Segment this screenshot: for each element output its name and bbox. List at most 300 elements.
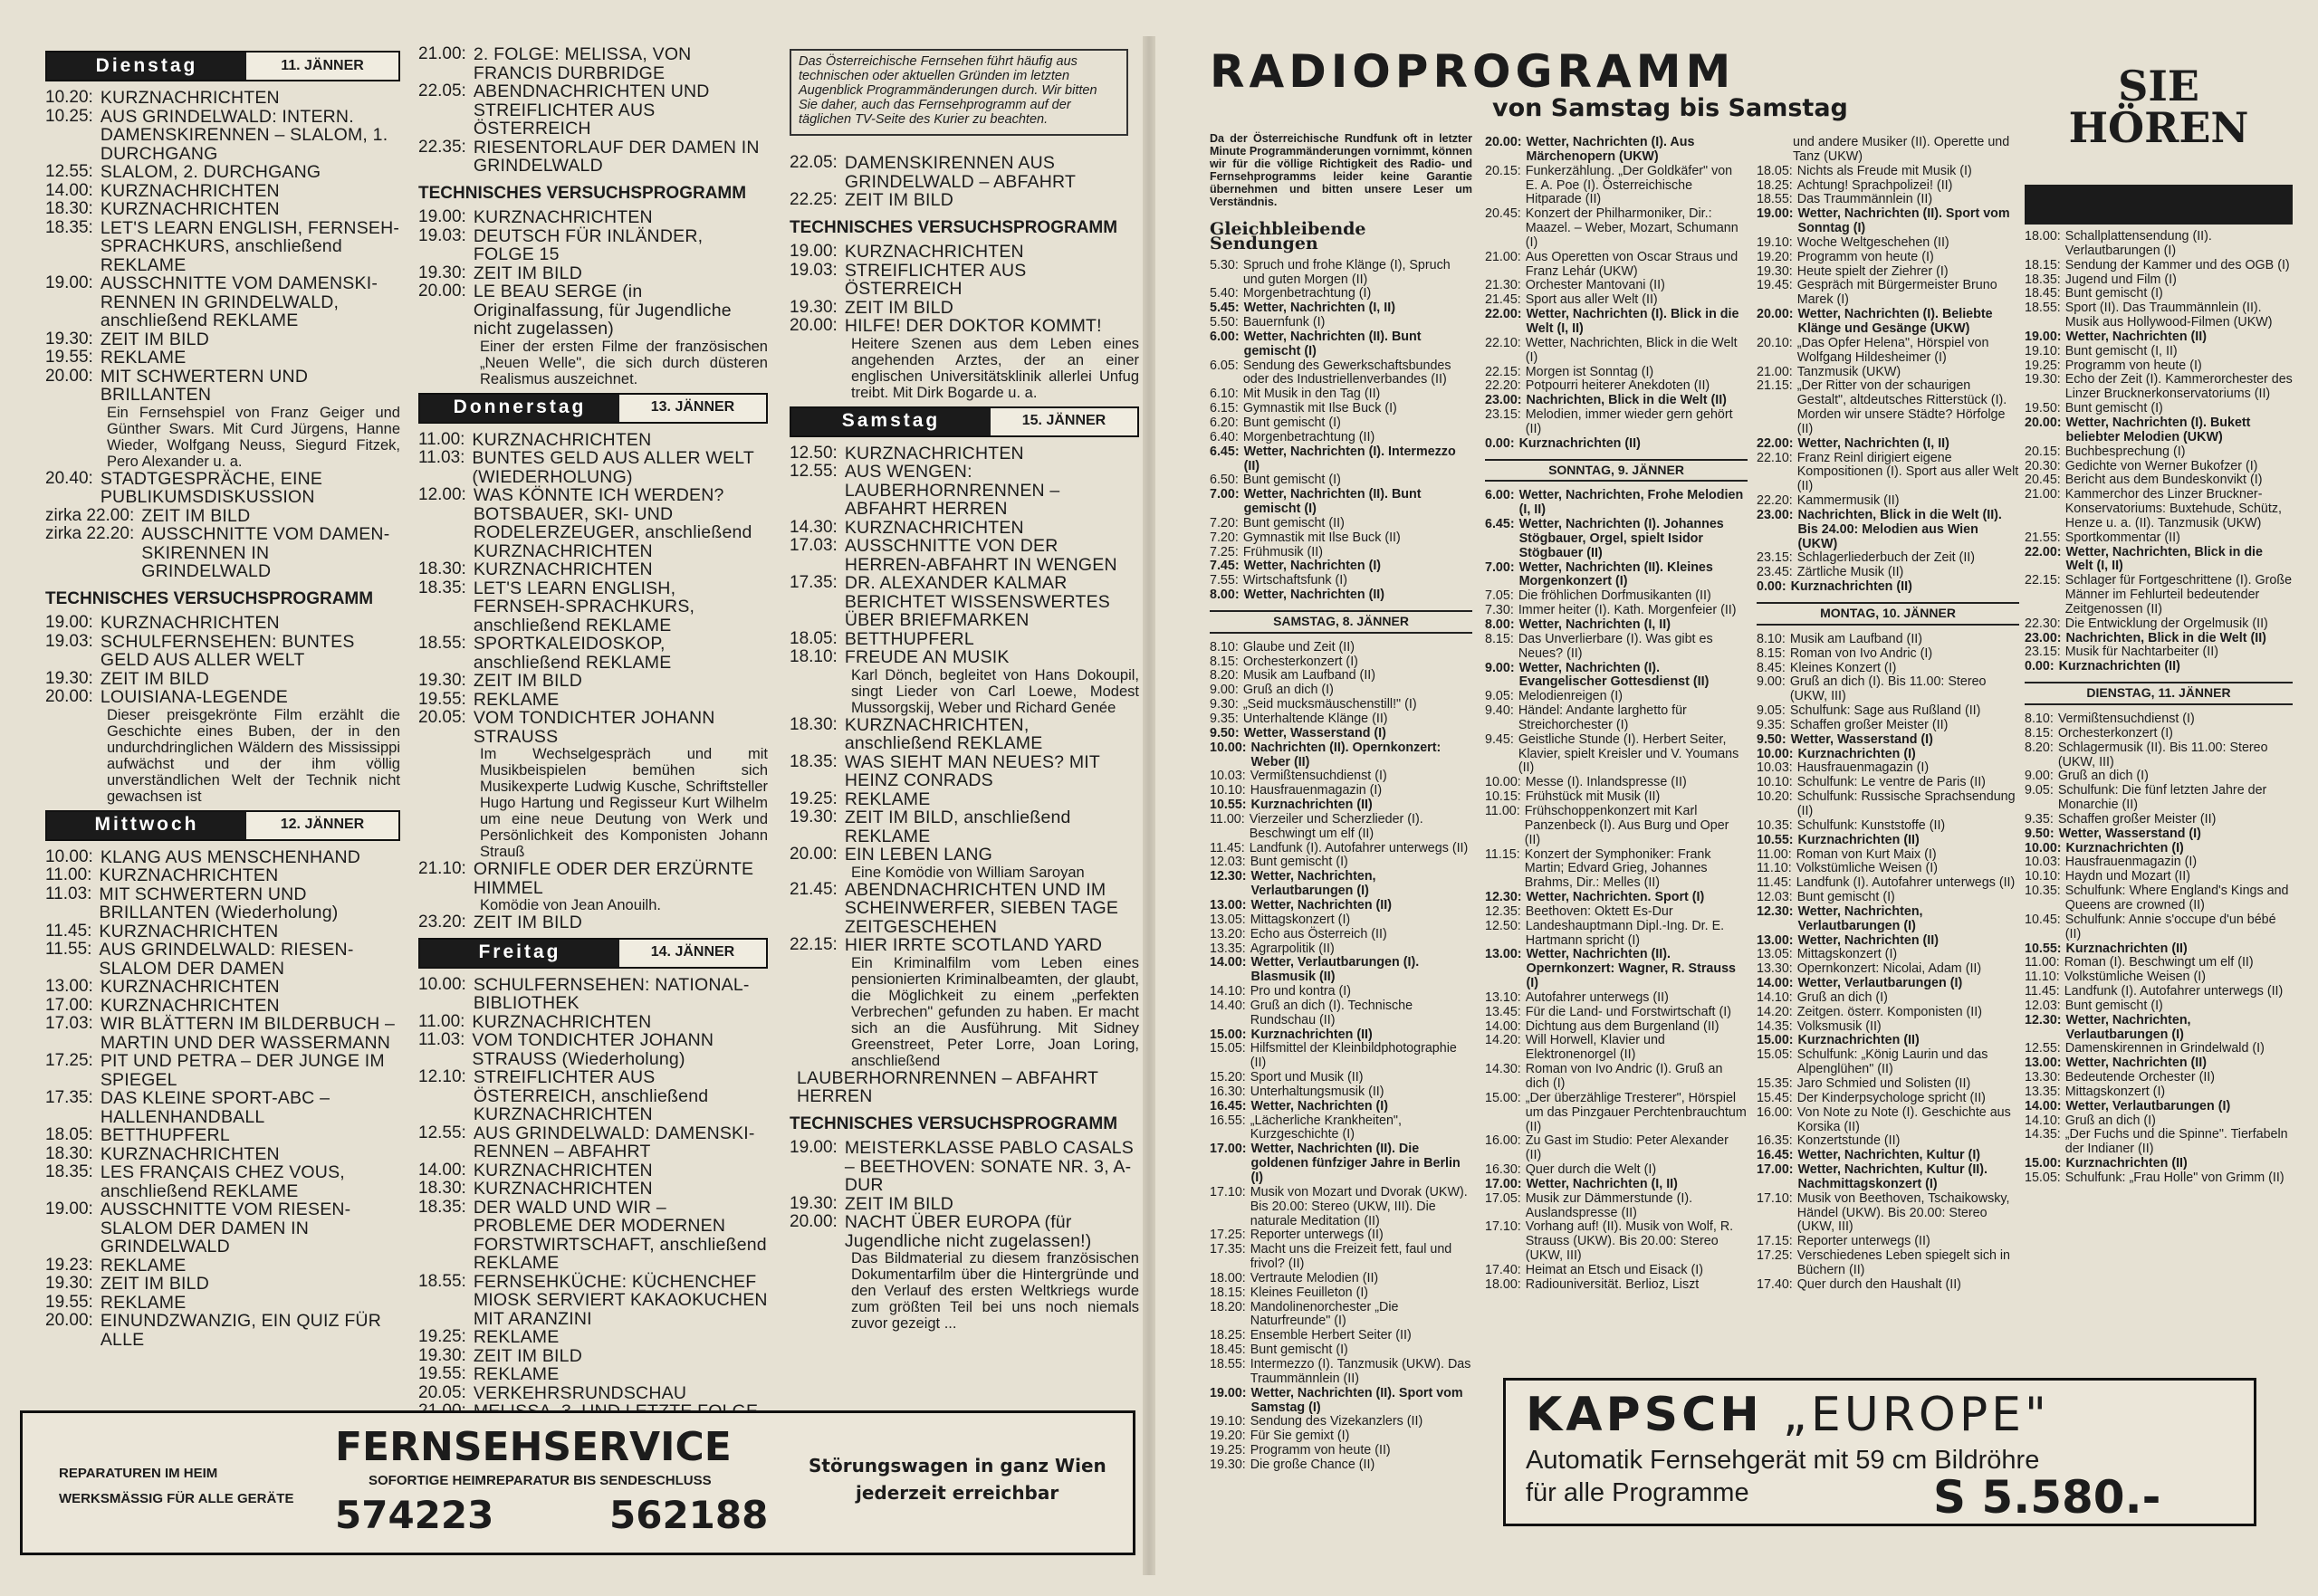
program-title: ZEIT IM BILD: [100, 329, 209, 349]
program-entry: [790, 753, 1139, 790]
program-time: 20.00:: [418, 282, 466, 301]
radio-program: Programm von heute (I): [2064, 358, 2202, 373]
program-title: KURZNACHRICHTEN: [473, 1179, 653, 1199]
radio-program: Schulfunk: Die fünf letzten Jahre der Monarchie (II): [2057, 783, 2267, 813]
program-title: LET'S LEARN ENGLISH, FERNSEH-SPRACHKURS, anschließend REKLAME: [100, 217, 400, 275]
radio-entry: [1485, 293, 1748, 308]
radio-program: Haydn und Mozart (II): [2064, 869, 2191, 884]
program-entry: [418, 1124, 768, 1161]
radio-program: Schulfunk: Le ventre de Paris (II): [1796, 775, 1986, 790]
tv-notice: [790, 49, 1128, 136]
radio-program: Bunt gemischt (I): [1250, 855, 1348, 870]
program-entry: [790, 790, 1139, 809]
radio-time: 11.15:: [1485, 846, 1520, 862]
day-header: [45, 51, 400, 81]
radio-entry: [1210, 473, 1472, 488]
program-entry: [418, 709, 768, 746]
radio-program: Kurznachrichten (II): [1797, 832, 1920, 847]
radio-program: Kurznachrichten (II): [1250, 1027, 1373, 1042]
radio-program: Kurznachrichten (II): [2065, 1156, 2188, 1171]
program-entry: [45, 1257, 400, 1276]
radio-program: Ensemble Herbert Seiter (II): [1250, 1328, 1412, 1343]
program-entry: [45, 614, 400, 633]
radio-program: Wetter, Nachrichten (II). Sport vom Samstag (I): [1250, 1385, 1463, 1415]
program-time: 19.00:: [790, 1138, 838, 1157]
radio-entry: [2025, 870, 2293, 884]
radio-time: 16.45:: [1210, 1098, 1247, 1113]
radio-entry: [1485, 1163, 1748, 1178]
ad-right-line-1: Störungswagen in ganz Wien: [809, 1455, 1106, 1477]
program-entry: [790, 1195, 1139, 1214]
radio-column-3: [1757, 136, 2019, 1293]
radio-program: Gruß an dich (I): [2057, 769, 2149, 784]
radio-time: 9.05:: [1485, 689, 1514, 704]
program-title: ZEIT IM BILD, anschließend REKLAME: [844, 808, 1071, 846]
program-entry: [45, 1089, 400, 1126]
radio-program: Agrarpolitik (II): [1250, 941, 1335, 956]
radio-entry: [1757, 790, 2019, 819]
radio-entry: [2025, 985, 2293, 999]
radio-program: Wetter, Nachrichten (I). Johannes Stögbauer, Orgel, spielt Isidor Stögbauer (II): [1518, 517, 1724, 560]
radio-program: Kurznachrichten (II): [2058, 659, 2180, 674]
radio-entry: [1210, 316, 1472, 330]
radio-time: 14.00:: [1485, 1018, 1521, 1034]
radio-entry: [1485, 207, 1748, 251]
program-title: KURZNACHRICHTEN: [472, 429, 652, 450]
program-entry: [45, 89, 400, 108]
radio-entry: [1485, 1034, 1748, 1063]
program-time: 17.03:: [45, 1014, 93, 1033]
radio-entry: [2025, 546, 2293, 575]
program-time: 11.00:: [45, 865, 92, 884]
radio-entry: [1757, 1048, 2019, 1077]
radio-time: 19.30:: [1757, 263, 1793, 279]
program-time: 18.35:: [790, 751, 838, 771]
program-time: 19.30:: [790, 297, 838, 317]
radio-entry: [1485, 604, 1748, 618]
radio-entry: [1485, 165, 1748, 208]
radio-entry: [2025, 574, 2293, 617]
radio-entry: [2025, 617, 2293, 632]
program-time: 19.00:: [790, 242, 838, 261]
program-title: REKLAME: [100, 348, 187, 368]
radio-time: 15.05:: [2025, 1171, 2061, 1185]
program-description: Im Wechselgespräch und mit Musikbeispielen bemühen sich Musikexperte Ludwig Kusche, Schriftsteller Hugo Hartung und Regisseur Kurt Wilhelm um eine neue Deutung von Werk und Persönlichkeit des Komponisten Johann Strauß: [480, 746, 768, 860]
radio-time: 13.00:: [1210, 897, 1247, 913]
program-title: AUSSCHNITTE VOM DAMEN-SKIRENNEN IN GRINDELWALD: [141, 524, 390, 581]
program-time: 10.00:: [418, 974, 466, 994]
radio-program: Die Entwicklung der Orgelmusik (II): [2064, 616, 2268, 631]
radio-entry: [1210, 1186, 1472, 1229]
radio-program: Konzert der Philharmoniker, Dir.: Maazel. – Weber, Mozart, Schumann (I): [1525, 206, 1738, 250]
radio-program: Roman von Ivo Andric (I). Gruß an dich (I): [1525, 1062, 1723, 1091]
program-time: 12.55:: [790, 462, 838, 481]
radio-time: 22.10:: [1485, 335, 1521, 350]
radio-time: 23.45:: [1757, 565, 1793, 580]
program-entry: [790, 1069, 1139, 1106]
program-time: 11.45:: [45, 921, 92, 941]
radio-program: Musik am Laufband (II): [1242, 668, 1376, 683]
program-time: 19.25:: [790, 788, 838, 808]
radio-program: Hausfrauenmagazin (I): [1796, 760, 1930, 776]
radio-time: 20.00:: [1757, 307, 1794, 322]
radio-program: Bunt gemischt (I, II): [2064, 343, 2178, 358]
radio-entry: [2025, 999, 2293, 1014]
radio-entry: [1485, 489, 1748, 518]
radio-entry: [1210, 1329, 1472, 1343]
program-time: 12.55:: [45, 162, 93, 181]
program-description: Heitere Szenen aus dem Leben eines angehenden Arztes, der an einer englischen Universitätsklinik allerlei Unfug treibt. Mit Dirk Bogarde u. a.: [851, 335, 1139, 401]
radio-entry: [1757, 1149, 2019, 1163]
radio-entry: [1210, 784, 1472, 798]
program-title: KURZNACHRICHTEN: [100, 180, 280, 201]
radio-program: Roman (I). Beschwingt um elf (II): [2064, 955, 2254, 970]
program-time: 19.30:: [790, 1193, 838, 1213]
radio-time: 15.00:: [1485, 1090, 1521, 1105]
radio-entry: [1757, 1249, 2019, 1278]
radio-time: 22.20:: [1757, 493, 1793, 509]
radio-program: Wetter, Nachrichten (II). Opernkonzert: Wagner, R. Strauss (I): [1526, 947, 1736, 991]
radio-program: Bauernfunk (I): [1242, 315, 1326, 330]
radio-entry: [1210, 416, 1472, 431]
radio-program: Gruß an dich (I): [1796, 989, 1888, 1005]
radio-program: Sport und Musik (II): [1250, 1070, 1364, 1085]
program-title: KURZNACHRICHTEN: [100, 88, 280, 108]
program-title: KURZNACHRICHTEN: [472, 1011, 652, 1032]
radio-program: Schlagerliederbuch der Zeit (II): [1796, 550, 1976, 566]
radio-entry: [1757, 1092, 2019, 1106]
radio-entry: [1757, 509, 2019, 552]
sie-word: SIE: [2118, 62, 2199, 110]
day-name: Mittwoch: [47, 812, 246, 839]
radio-time: 15.05:: [1210, 1041, 1246, 1056]
kapsch-model: „EUROPE": [1782, 1388, 2050, 1442]
radio-entry: [1485, 633, 1748, 662]
radio-program: Wetter, Nachrichten (II): [1797, 932, 1939, 948]
radio-entry: [1210, 999, 1472, 1028]
hoeren-word: HÖREN: [2068, 103, 2249, 152]
radio-entry: [1757, 647, 2019, 662]
radio-program: Volkstümliche Weisen (I): [1796, 861, 1938, 876]
radio-program: Funkerzählung. „Der Goldkäfer" von E. A. Poe (I). Österreichische Hitparade (II): [1525, 163, 1733, 207]
program-entry: [45, 525, 400, 581]
program-entry: [790, 1139, 1139, 1195]
program-time: 10.00:: [45, 846, 93, 866]
radio-time: 15.00:: [2025, 1156, 2062, 1171]
program-title: VOM TONDICHTER JOHANN STRAUSS: [473, 708, 715, 747]
radio-entry: [2025, 531, 2293, 546]
radio-time: 8.20:: [1210, 668, 1239, 683]
program-title: REKLAME: [100, 1255, 187, 1276]
radio-time: 11.10:: [2025, 970, 2060, 985]
radio-entry: [1485, 1006, 1748, 1020]
radio-time: 6.00:: [1210, 329, 1240, 344]
radio-entry: [1757, 662, 2019, 676]
radio-time: 9.40:: [1485, 703, 1514, 719]
radio-program: Echo der Zeit (I). Kammerorchester des Linzer Brucknerkonservatoriums (II): [2064, 372, 2293, 402]
radio-entry: [2025, 473, 2293, 488]
radio-program: Wetter, Nachrichten (II). Bunt gemischt (I): [1243, 487, 1422, 517]
radio-time: 7.20:: [1210, 515, 1239, 530]
radio-entry: [1210, 1301, 1472, 1330]
program-entry: [45, 108, 400, 164]
radio-entry: [2025, 330, 2293, 345]
program-title: AUS GRINDELWALD: DAMENSKI-RENNEN – ABFAHRT: [473, 1123, 755, 1161]
radio-program: Radiouniversität. Berlioz, Liszt: [1525, 1276, 1700, 1292]
program-title: FREUDE AN MUSIK: [844, 647, 1010, 667]
program-entry: [418, 1365, 768, 1384]
radio-entry: [2025, 1056, 2293, 1071]
radio-entry: [2025, 445, 2293, 460]
program-entry: [45, 200, 400, 219]
radio-entry: [1757, 633, 2019, 647]
radio-entry: [1757, 452, 2019, 495]
radio-program: Volkstümliche Weisen (I): [2064, 970, 2206, 985]
radio-time: 22.00:: [2025, 544, 2062, 559]
radio-time: 5.40:: [1210, 286, 1239, 301]
radio-entry: [1757, 236, 2019, 251]
radio-entry: [2025, 727, 2293, 741]
tv-notice-text: Das Österreichische Fernsehen führt häufig aus technischen oder aktuellen Gründen im letzten Augenblick Programmänderungen durch. Wir bitten Sie daher, auch das Fernsehprogramm auf der täglichen TV-Seite des Kurier zu beachten.: [799, 54, 1097, 127]
program-title: EINUNDZWANZIG, EIN QUIZ FÜR ALLE: [100, 1311, 381, 1350]
program-time: 19.30:: [418, 671, 466, 690]
radio-program: Gruß an dich (I): [2064, 1113, 2156, 1128]
radio-entry: [1210, 559, 1472, 574]
radio-entry: [1210, 655, 1472, 670]
sie-hoeren-heading: [2025, 62, 2293, 152]
radio-time: 0.00:: [2025, 659, 2055, 674]
heading-bar: [2025, 185, 2293, 225]
radio-program: „Seid mucksmäuschenstill!" (I): [1242, 697, 1417, 712]
radio-entry: [2025, 373, 2293, 402]
program-time: 14.00:: [418, 1160, 466, 1180]
radio-entry: [1210, 301, 1472, 316]
radio-time: 10.45:: [2025, 912, 2061, 927]
program-title: 2. FOLGE: MELISSA, VON FRANCIS DURBRIDGE: [473, 44, 692, 83]
program-entry: [45, 182, 400, 201]
radio-entry: [2025, 1128, 2293, 1157]
radio-time: 17.10:: [1757, 1190, 1793, 1206]
radio-program: Programm von heute (II): [1250, 1443, 1391, 1458]
radio-entry: [1210, 1458, 1472, 1473]
program-entry: [790, 191, 1139, 210]
program-time: 20.00:: [790, 845, 838, 864]
radio-time: 12.03:: [2025, 998, 2061, 1013]
radio-time: 23.15:: [1757, 550, 1793, 566]
program-entry: [45, 1163, 400, 1200]
radio-entry: [1485, 1264, 1748, 1278]
radio-notice: Da der Österreichische Rundfunk oft in letzter Minute Programmänderungen vornimmt, können wir für die völlige Richtigkeit des Radio- und Fernsehprogramms leider keine Garantie übernehmen und bitten unsere Leser um Verständnis.: [1210, 132, 1472, 208]
program-time: 19.00:: [45, 273, 93, 292]
radio-time: 17.10:: [1210, 1184, 1246, 1199]
phone-number-2: 562188: [609, 1493, 769, 1537]
radio-time: 10.00:: [1485, 775, 1521, 790]
program-entry: [418, 1384, 768, 1403]
radio-program: Sport (II). Das Traummännlein (II). Musik aus Hollywood-Filmen (UKW): [2064, 301, 2273, 330]
radio-time: 7.30:: [1485, 603, 1514, 618]
radio-entry: [1757, 251, 2019, 265]
program-title: KURZNACHRICHTEN: [100, 1143, 280, 1164]
radio-time: 11.00:: [1210, 811, 1245, 827]
radio-time: 7.00:: [1485, 559, 1515, 575]
program-time: 19.23:: [45, 1255, 93, 1275]
radio-program: Wetter, Nachrichten (II). Die goldenen fünfziger Jahre in Berlin (I): [1250, 1142, 1461, 1185]
program-title: BUNTES GELD AUS ALLER WELT (WIEDERHOLUNG): [472, 448, 754, 487]
radio-time: 20.45:: [2025, 473, 2061, 488]
radio-time: 16.30:: [1210, 1084, 1246, 1099]
radio-program: Nachrichten (II). Opernkonzert: Weber (II): [1250, 740, 1442, 769]
program-time: 19.55:: [418, 689, 466, 709]
radio-program: Achtung! Sprachpolizei! (II): [1796, 177, 1953, 193]
radio-entry: [1757, 776, 2019, 790]
program-entry: [418, 1273, 768, 1329]
radio-time: 12.30:: [1757, 903, 1794, 919]
radio-program: Für die Land- und Forstwirtschaft (I): [1525, 1004, 1731, 1019]
radio-time: 15.45:: [1757, 1090, 1793, 1105]
radio-entry: [1210, 769, 1472, 784]
program-entry: [790, 444, 1139, 464]
program-title: MEISTERKLASSE PABLO CASALS – BEETHOVEN: SONATE NR. 3, A-DUR: [844, 1138, 1134, 1195]
radio-entry: [1485, 733, 1748, 777]
radio-entry: [1757, 551, 2019, 566]
radio-entry: [1210, 1358, 1472, 1387]
radio-entry: [1485, 251, 1748, 280]
radio-time: 7.45:: [1210, 559, 1240, 574]
radio-program: Franz Reinl dirigiert eigene Kompositionen (I). Sport aus aller Welt (II): [1796, 450, 2019, 494]
radio-time: 18.00:: [2025, 229, 2061, 244]
radio-entry: [1757, 934, 2019, 949]
radio-time: 10.55:: [1210, 798, 1247, 813]
radio-time: 22.10:: [1757, 450, 1793, 465]
radio-time: 17.35:: [1210, 1242, 1246, 1257]
radio-time: 19.30:: [2025, 372, 2061, 387]
program-time: 19.00:: [45, 1199, 93, 1219]
radio-program: Schulfunk: Where England's Kings and Queens are crowned (II): [2064, 884, 2289, 913]
radio-entry: [1210, 798, 1472, 813]
radio-entry: [1485, 1092, 1748, 1135]
program-title: LET'S LEARN ENGLISH, FERNSEH-SPRACHKURS, anschließend REKLAME: [473, 578, 695, 636]
radio-program: Für Sie gemixt (I): [1250, 1429, 1350, 1444]
program-entry: [45, 1015, 400, 1052]
radio-entry: [1757, 819, 2019, 834]
radio-day-header: SAMSTAG, 8. JÄNNER: [1210, 610, 1472, 634]
radio-time: 10.03:: [1757, 760, 1793, 776]
program-title: REKLAME: [100, 1292, 187, 1313]
radio-entry: [2025, 942, 2293, 957]
radio-program: Wetter, Nachrichten (II): [1243, 588, 1385, 603]
program-title: LES FRANÇAIS CHEZ VOUS, anschließend REKLAME: [100, 1162, 345, 1201]
radio-program: Kurznachrichten (II): [1790, 579, 1912, 595]
program-time: 14.30:: [790, 517, 838, 537]
program-title: KURZNACHRICHTEN: [99, 865, 279, 885]
radio-entry: [1485, 589, 1748, 604]
radio-entry: [2025, 813, 2293, 827]
radio-program: Quer durch den Haushalt (II): [1796, 1276, 1961, 1292]
program-entry: [45, 1312, 400, 1349]
program-entry: [790, 630, 1139, 649]
program-entry: [790, 1213, 1139, 1250]
program-title: KURZNACHRICHTEN: [473, 207, 653, 227]
radio-entry: [1210, 259, 1472, 288]
program-entry: [45, 997, 400, 1016]
program-time: 19.30:: [418, 1345, 466, 1365]
radio-entry: [1757, 834, 2019, 848]
program-time: 19.30:: [418, 263, 466, 282]
program-description: Ein Fernsehspiel von Franz Geiger und Günther Swars. Mit Curd Jürgens, Hanne Wieder, Wolfgang Neuss, Siegurd Fitzek, Pero Alexander u. a.: [107, 404, 400, 470]
radio-time: 14.30:: [1485, 1062, 1521, 1077]
radio-entry: [2025, 827, 2293, 842]
radio-time: 18.20:: [1210, 1299, 1246, 1314]
program-time: 19.55:: [418, 1364, 466, 1383]
kapsch-ad: [1503, 1378, 2256, 1526]
radio-entry: [2025, 345, 2293, 359]
radio-program: Händel: Andante larghetto für Streichorchester (I): [1518, 703, 1687, 732]
radio-time: 8.00:: [1210, 588, 1240, 603]
radio-program: Wetter, Nachrichten, Verlautbarungen (I): [2065, 1012, 2191, 1042]
radio-time: 18.55:: [2025, 301, 2061, 316]
radio-time: 19.10:: [2025, 343, 2061, 358]
radio-time: 14.20:: [1757, 1004, 1793, 1019]
radio-program: Intermezzo (I). Tanzmusik (UKW). Das Traummännlein (II): [1250, 1356, 1471, 1386]
program-entry: [790, 299, 1139, 318]
radio-day-header: DIENSTAG, 11. JÄNNER: [2025, 682, 2293, 705]
radio-entry: [1210, 1343, 1472, 1358]
radio-time: 16.00:: [1757, 1104, 1793, 1120]
radio-entry: [2025, 416, 2293, 445]
program-entry: [45, 1126, 400, 1145]
radio-program: Schulfunk: „König Laurin und das Alpenglühen" (II): [1796, 1047, 1988, 1077]
radio-time: 6.20:: [1210, 415, 1239, 430]
radio-time: 14.10:: [1210, 984, 1246, 999]
radio-time: 19.00:: [2025, 329, 2062, 344]
radio-entry: [1210, 1387, 1472, 1416]
radio-time: 17.05:: [1485, 1190, 1521, 1206]
program-title: AUSSCHNITTE VOM DAMENSKI-RENNEN IN GRINDELWALD, anschließend REKLAME: [100, 273, 378, 330]
radio-time: 7.05:: [1485, 588, 1514, 604]
radio-program: Wetter, Nachrichten (I): [1243, 559, 1382, 574]
radio-program: Wetter, Nachrichten (II): [2065, 329, 2207, 344]
program-title: WAS KÖNNTE ICH WERDEN? BOTSBAUER, SKI- UND RODELERZEUGER, anschließend KURZNACHRICHTEN: [473, 485, 752, 561]
program-title: LAUBERHORNRENNEN – ABFAHRT HERREN: [797, 1067, 1098, 1106]
radio-program: Melodien, immer wieder gern gehört (II): [1525, 407, 1733, 436]
program-entry: [418, 1347, 768, 1366]
radio-time: 10.55:: [2025, 941, 2062, 956]
radio-time: 17.00:: [1757, 1162, 1794, 1178]
program-entry: [45, 1200, 400, 1257]
radio-time: 8.10:: [1210, 639, 1239, 655]
program-title: REKLAME: [473, 689, 560, 710]
program-entry: [418, 227, 768, 264]
radio-program: Echo aus Österreich (II): [1250, 926, 1387, 941]
radio-time: 6.45:: [1485, 517, 1515, 532]
radio-program: Bedeutende Orchester (II): [2064, 1070, 2216, 1085]
radio-program: Autofahrer unterwegs (II): [1525, 989, 1669, 1005]
program-entry: [790, 936, 1139, 955]
radio-time: 9.35:: [1210, 712, 1239, 726]
day-date: 11. JÄNNER: [246, 53, 398, 80]
radio-time: 22.15:: [1485, 364, 1521, 379]
radio-time: 15.20:: [1210, 1070, 1246, 1085]
program-entry: [45, 1052, 400, 1089]
radio-entry: [1485, 776, 1748, 790]
program-time: 21.10:: [418, 859, 466, 878]
radio-program: Frühschoppenkonzert mit Karl Panzenbeck (I). Aus Burg und Oper (II): [1524, 803, 1729, 847]
program-time: 20.00:: [45, 687, 93, 706]
program-time: 20.00:: [790, 1212, 838, 1231]
program-time: 11.00:: [418, 1011, 465, 1031]
radio-entry: [2025, 842, 2293, 856]
radio-program: Morgen ist Sonntag (I): [1525, 364, 1654, 379]
